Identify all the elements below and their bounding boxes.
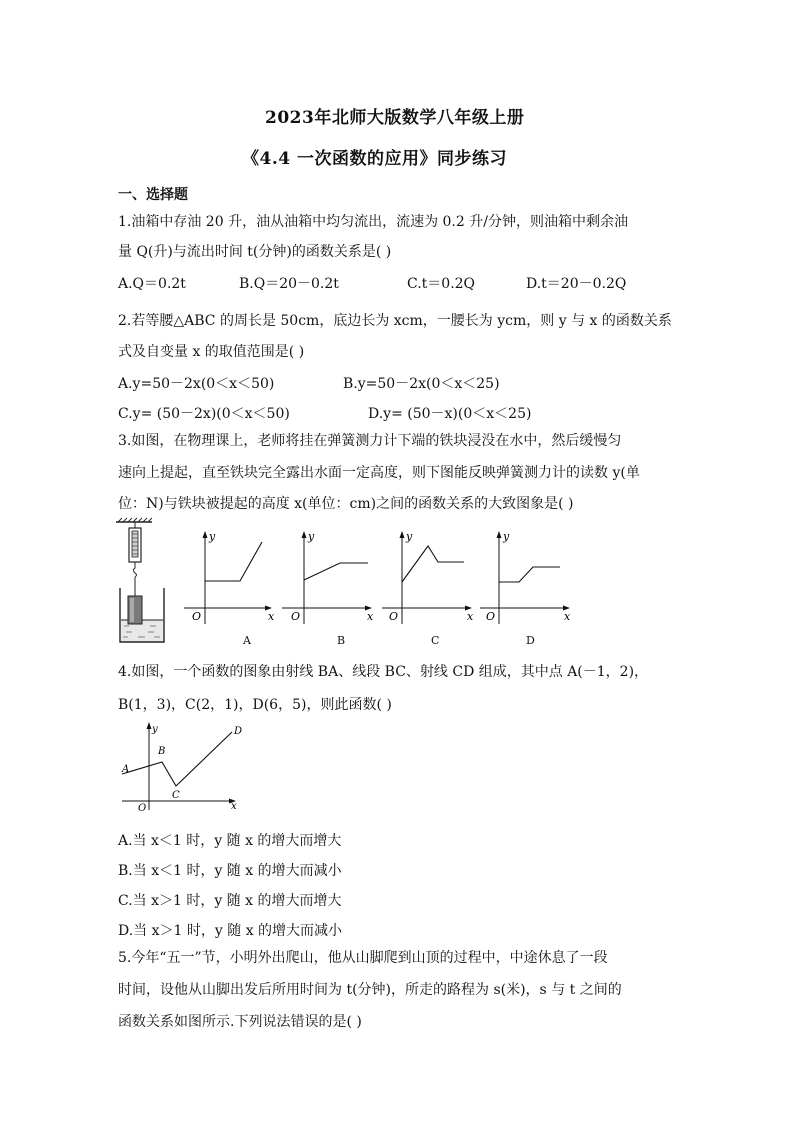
- y-axis-arrow-icon: [147, 722, 152, 729]
- q2-option-b: B.y=50－2x(0＜x＜25): [343, 376, 500, 392]
- y-axis-arrow-icon: [302, 531, 307, 538]
- q3-graph-a-label: A: [243, 634, 251, 647]
- q1-option-b: B.Q＝20－0.2t: [239, 276, 339, 292]
- q5-text-line2: 时间，设他从山脚出发后所用时间为 t(分钟)，所走的路程为 s(米)，s 与 t 之间的: [118, 982, 622, 998]
- q5-text-line1: 5.今年“五一”节，小明外出爬山，他从山脚爬到山顶的过程中，中途休息了一段: [118, 950, 608, 966]
- section-heading: 一、选择题: [118, 187, 188, 203]
- origin-label: O: [389, 610, 399, 623]
- y-axis-arrow-icon: [497, 531, 502, 538]
- origin-label: O: [138, 803, 147, 814]
- q3-text-line1: 3.如图，在物理课上，老师将挂在弹簧测力计下端的铁块浸没在水中，然后缓慢匀: [118, 433, 622, 449]
- q4-polyline: [122, 732, 232, 786]
- q3-graph-a: [184, 528, 274, 632]
- q1-text-line1: 1.油箱中存油 20 升，油从油箱中均匀流出，流速为 0.2 升/分钟，则油箱中剩余油: [118, 214, 628, 230]
- q4-option-b: B.当 x＜1 时，y 随 x 的增大而减小: [118, 863, 342, 879]
- origin-label: O: [486, 610, 496, 623]
- origin-label: O: [192, 610, 202, 623]
- y-axis-label: y: [503, 530, 510, 543]
- graph-b-curve: [304, 563, 368, 580]
- q3-text-line2: 速向上提起，直至铁块完全露出水面一定高度，则下图能反映弹簧测力计的读数 y(单: [118, 465, 640, 481]
- graph-a-curve: [205, 542, 262, 581]
- q3-spring-scale-figure: [112, 518, 174, 646]
- page-subtitle: 《4.4 一次函数的应用》同步练习: [242, 149, 507, 169]
- q4-option-a: A.当 x＜1 时，y 随 x 的增大而增大: [118, 833, 342, 849]
- q1-option-c: C.t＝0.2Q: [407, 276, 476, 292]
- x-axis-label: x: [367, 610, 374, 623]
- q4-option-d: D.当 x＞1 时，y 随 x 的增大而减小: [118, 923, 343, 939]
- q2-option-d: D.y= (50－x)(0＜x＜25): [368, 406, 532, 422]
- origin-label: O: [291, 610, 301, 623]
- q2-option-a: A.y=50－2x(0＜x＜50): [118, 376, 275, 392]
- q4-function-graph: [120, 720, 252, 812]
- q3-graph-c: [382, 528, 474, 632]
- q3-graph-d-label: D: [526, 634, 535, 647]
- y-axis-label: y: [152, 724, 158, 735]
- y-axis-arrow-icon: [400, 531, 405, 538]
- y-axis-label: y: [406, 530, 413, 543]
- q2-option-c: C.y= (50－2x)(0＜x＜50): [118, 406, 290, 422]
- q3-graph-b: [282, 528, 374, 632]
- y-axis-arrow-icon: [203, 531, 208, 538]
- x-axis-label: x: [564, 610, 571, 623]
- point-a-label: A: [122, 764, 130, 775]
- q4-text-line2: B(1，3)，C(2，1)，D(6，5)，则此函数( ): [118, 697, 392, 713]
- q3-graph-c-label: C: [431, 634, 440, 647]
- graph-d-curve: [499, 567, 560, 582]
- graph-c-curve: [402, 546, 464, 582]
- point-c-label: C: [172, 790, 180, 801]
- y-axis-label: y: [308, 530, 315, 543]
- x-axis-label: x: [268, 610, 275, 623]
- q2-text-line2: 式及自变量 x 的取值范围是( ): [118, 344, 305, 360]
- q3-graph-d: [480, 528, 572, 632]
- q5-text-line3: 函数关系如图所示.下列说法错误的是( ): [118, 1014, 362, 1030]
- q4-text-line1: 4.如图，一个函数的图象由射线 BA、线段 BC、射线 CD 组成，其中点 A(－1，2)，: [118, 664, 649, 680]
- q2-text-line1: 2.若等腰△ABC 的周长是 50cm，底边长为 xcm，一腰长为 ycm，则 y 与 x 的函数关系: [118, 313, 672, 329]
- page-title: 2023年北师大版数学八年级上册: [265, 108, 525, 128]
- x-axis-label: x: [231, 801, 237, 812]
- q3-text-line3: 位：N)与铁块被提起的高度 x(单位：cm)之间的函数关系的大致图象是( ): [118, 496, 574, 512]
- q1-option-a: A.Q＝0.2t: [118, 276, 186, 292]
- point-d-label: D: [234, 726, 243, 737]
- q3-graph-b-label: B: [337, 634, 346, 647]
- q1-text-line2: 量 Q(升)与流出时间 t(分钟)的函数关系是( ): [118, 244, 392, 260]
- point-b-label: B: [158, 746, 166, 757]
- q1-option-d: D.t＝20－0.2Q: [526, 276, 627, 292]
- x-axis-label: x: [467, 610, 474, 623]
- y-axis-label: y: [209, 530, 216, 543]
- q4-option-c: C.当 x＞1 时，y 随 x 的增大而增大: [118, 893, 342, 909]
